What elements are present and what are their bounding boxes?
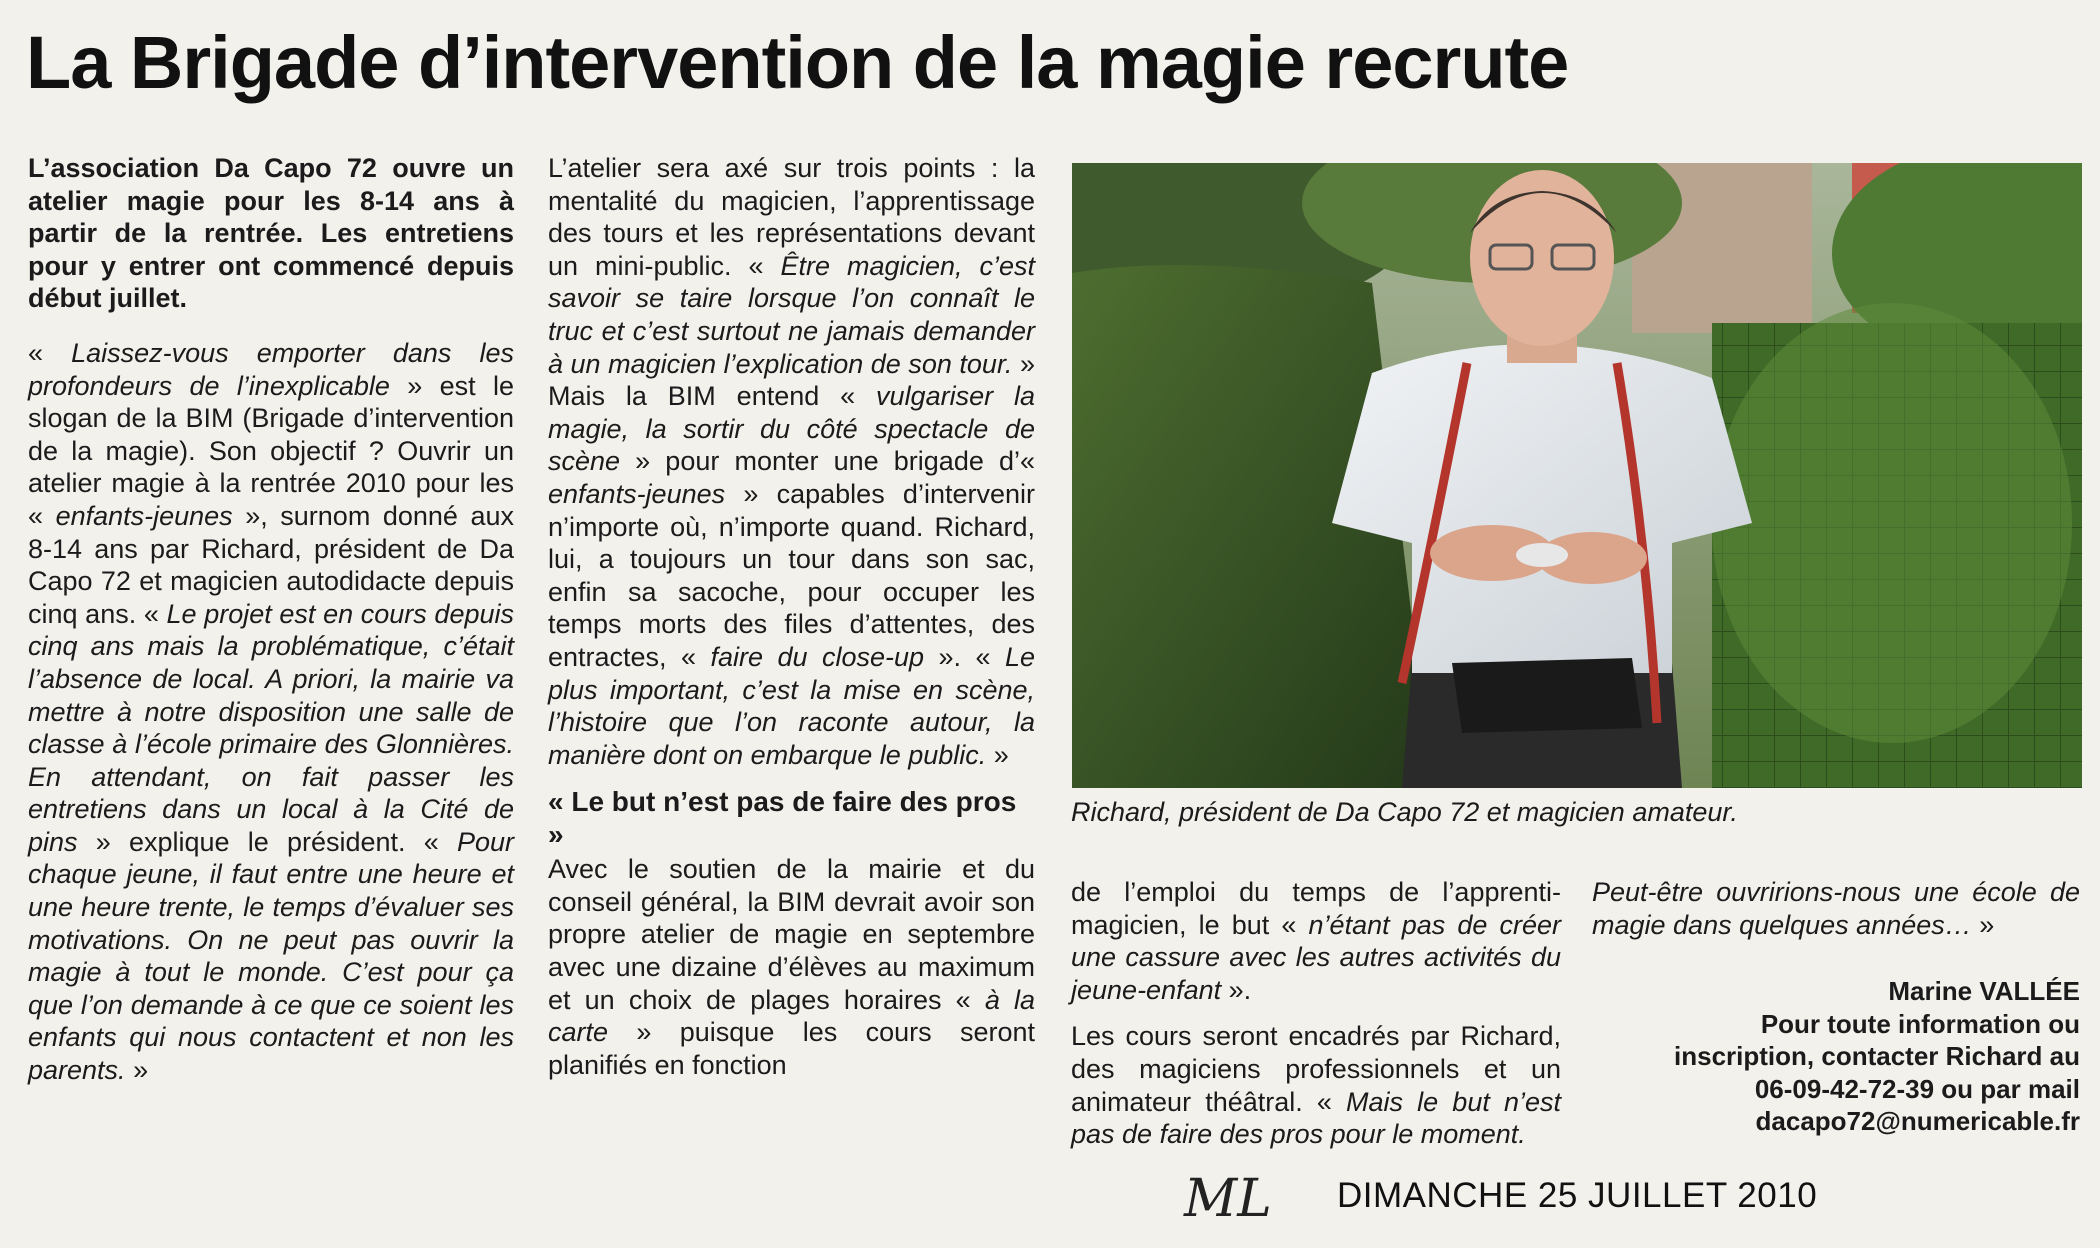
contact-phone-line: 06-09-42-72-39 ou par mail [1754, 1073, 2080, 1104]
article-column-1 [28, 152, 514, 1101]
contact-line: Pour toute information ou [1760, 1008, 2080, 1039]
svg-text:ML: ML [1184, 1169, 1272, 1226]
author-name: Marine VALLÉE [1888, 976, 2080, 1006]
article-photo [1072, 163, 2082, 788]
body-paragraph: L’atelier sera axé sur trois points : la mentalité du magicien, l’apprentissage des tours et les représentations devant un mini-public. « Être magicien, c’est savoir se taire lorsque l’on connaît le truc et c’est surtout ne jamais demander à un magicien l’explication de son tour. » Mais la BIM entend « vulgariser la magie, la sortir du côté spectacle de scène » pour monter une brigade d’« enfants-jeunes » capables d’intervenir n’importe où, n’importe quand. Richard, lui, a toujours un tour dans son sac, enfin sa sacoche, pour occuper les temps morts des files d’attentes, des entractes, « faire du close-up ». « Le plus important, c’est la mise en scène, l’histoire que l’on raconte autour, la manière dont on embarque le public. » [548, 153, 1035, 770]
body-paragraph: Les cours seront encadrés par Richard, des magiciens professionnels et un animateur théâtral. « Mais le but n’est pas de faire des pros pour le moment. [1071, 1021, 1561, 1150]
lead-paragraph: L’association Da Capo 72 ouvre un atelier magie pour les 8-14 ans à partir de la rentrée. Les entretiens pour y entrer ont commencé depuis début juillet. [28, 153, 514, 314]
photo-illustration [1072, 163, 2082, 788]
contact-line: inscription, contacter Richard au [1674, 1041, 2080, 1071]
body-paragraph: Peut-être ouvririons-nous une école de magie dans quelques années… » [1592, 877, 2080, 940]
headline: La Brigade d’intervention de la magie recrute [26, 21, 1569, 104]
article-column-3 [1071, 876, 1561, 1165]
body-paragraph: Avec le soutien de la mairie et du conseil général, la BIM devrait avoir son propre atelier de magie en septembre avec une dizaine d’élèves au maximum et un choix de plages horaires « à la carte » puisque les cours seront planifiés en fonction [548, 854, 1035, 1080]
article-column-2 [548, 152, 1035, 1095]
body-paragraph: de l’emploi du temps de l’apprenti-magicien, le but « n’étant pas de créer une cassure avec les autres activités du jeune-enfant ». [1071, 877, 1562, 1005]
photo-caption: Richard, président de Da Capo 72 et magicien amateur. [1071, 797, 1738, 827]
contact-email: dacapo72@numericable.fr [1755, 1106, 2080, 1136]
handwritten-initials [1182, 1166, 1272, 1226]
publication-date: DIMANCHE 25 JUILLET 2010 [1337, 1176, 1818, 1215]
author-signature-block [1590, 975, 2080, 1138]
section-subheading: « Le but n’est pas de faire des pros » [548, 786, 1017, 851]
body-paragraph: « Laissez-vous emporter dans les profondeurs de l’inexplicable » est le slogan de la BIM (Brigade d’intervention de la magie). Son objectif ? Ouvrir un atelier magie à la rentrée 2010 pour les « enfants-jeunes », surnom donné aux 8-14 ans par Richard, président de Da Capo 72 et magicien autodidacte depuis cinq ans. « Le projet est en cours depuis cinq ans mais la problématique, c’était l’absence de local. A priori, la mairie va mettre à notre disposition une salle de classe à l’école primaire des Glonnières. En attendant, on fait passer les entretiens dans un local à la Cité de pins » explique le président. « Pour chaque jeune, il faut entre une heure et une heure trente, le temps d’évaluer ses motivations. On ne peut pas ouvrir la magie à tout le monde. C’est pour ça que l’on demande à ce que ce soient les enfants qui nous contactent et non les parents. » [28, 337, 514, 1086]
article-column-4 [1592, 876, 2080, 955]
